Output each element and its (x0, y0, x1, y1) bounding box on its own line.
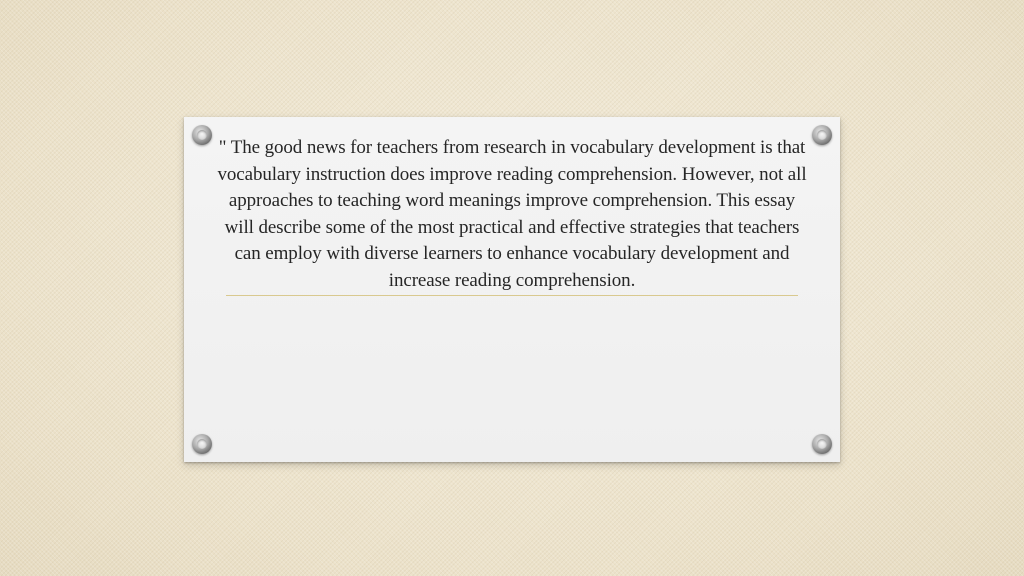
quote-text: " The good news for teachers from research in vocabulary development is that vocabulary instruction does improve reading comprehension. However, not all approaches to teaching word meanings improve comprehension. This essay will describe some of the most practical and effective strategies that teachers can employ with diverse learners to enhance vocabulary development and increase reading comprehension. (217, 137, 807, 291)
divider-line (226, 295, 798, 296)
quote-card (184, 117, 840, 462)
grommet-icon (192, 125, 212, 145)
grommet-icon (812, 434, 832, 454)
grommet-icon (812, 125, 832, 145)
grommet-icon (192, 434, 212, 454)
